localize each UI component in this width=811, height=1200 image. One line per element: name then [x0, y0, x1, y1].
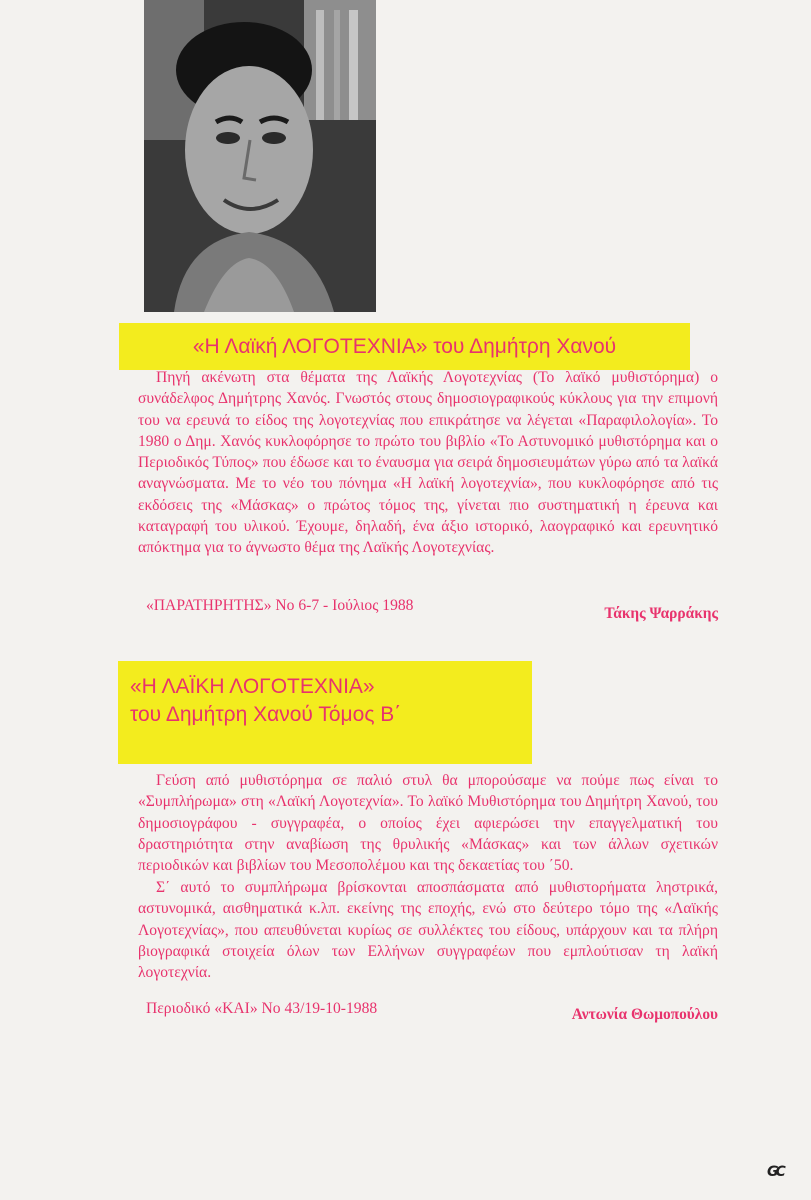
article2-source: Περιοδικό «ΚΑΙ» Νο 43/19-10-1988: [146, 1000, 378, 1017]
article2-headline-line2: του Δημήτρη Χανού Τόμος Β΄: [130, 703, 402, 726]
author-portrait-photo: [144, 0, 376, 312]
article1-body: Πηγή ακένωτη στα θέματα της Λαϊκής Λογοτεχνίας (Το λαϊκό μυθιστόρημα) ο συνάδελφος Δημήτρης Χανός. Γνωστός στους δημοσιογραφικούς κύκλους για την επιμονή του να ερευνά το είδος της λογοτεχνίας που επικράτησε να λέγεται «Παραφιλολογία». Το 1980 ο Δημ. Χανός κυκλοφόρησε το πρώτο του βιβλίο «Το Αστυνομικό μυθιστόρημα και ο Περιοδικός Τύπος» που έδωσε και το έναυσμα για σειρά δημοσιευμάτων γύρω από τα λαϊκά αναγνώσματα. Με το νέο του πόνημα «Η λαϊκή λογοτεχνία», που κυκλοφόρησε από τις εκδόσεις της «Μάσκας» ο πρώτος τόμος της, γίνεται πιο συστηματική η έρευνα και καταγραφή του υλικού. Έχουμε, δηλαδή, ένα άξιο ιστορικό, λαογραφικό και ερευνητικό απόκτημα για το άγνωστο θέμα της Λαϊκής Λογοτεχνίας.: [138, 369, 718, 557]
article2-body-paragraph2: Σ΄ αυτό το συμπλήρωμα βρίσκονται αποσπάσματα από μυθιστορήματα ληστρικά, αστυνομικά, αισθηματικά κ.λπ. εκείνης της εποχής, ενώ στο δεύτερο τόμο της «Λαϊκής Λογοτεχνίας», που απευθύνεται κυρίως σε συλλέκτες του είδους, υπάρχουν και τα πλήρη βιογραφικά στοιχεία όλων των Ελλήνων συγγραφέων που εμπλούτισαν τη λαϊκή λογοτεχνία.: [138, 879, 718, 982]
article1-author: Τάκης Ψαρράκης: [604, 605, 718, 622]
portrait-image: [144, 0, 376, 312]
article1-headline: [119, 323, 690, 370]
article2-headline: [118, 661, 532, 764]
article2-author: Αντωνία Θωμοπούλου: [571, 1006, 718, 1023]
article2-body-paragraph1: Γεύση από μυθιστόρημα σε παλιό στυλ θα μπορούσαμε να πούμε πως είναι το «Συμπλήρωμα» στη «Λαϊκή Λογοτεχνία». Το λαϊκό Μυθιστόρημα του Δημήτρη Χανού, του δημοσιογράφου - συγγραφέα, ο οποίος έχει αφιερώσει την επαγγελματική του δραστηριότητα στην αναβίωση της θρυλικής «Μάσκας» και των άλλων σχετικών περιοδικών και βιβλίων του Μεσοπολέμου και της δεκαετίας του ΄50.: [138, 772, 718, 875]
article2-headline-line1: «Η ΛΑΪΚΗ ΛΟΓΟΤΕΧΝΙΑ»: [130, 675, 375, 698]
article1-headline-text: «Η Λαϊκή ΛΟΓΟΤΕΧΝΙΑ» του Δημήτρη Χανού: [192, 334, 617, 358]
watermark-logo: GC: [767, 1164, 783, 1180]
article1-source: «ΠΑΡΑΤΗΡΗΤΗΣ» Νο 6-7 - Ιούλιος 1988: [146, 597, 414, 614]
